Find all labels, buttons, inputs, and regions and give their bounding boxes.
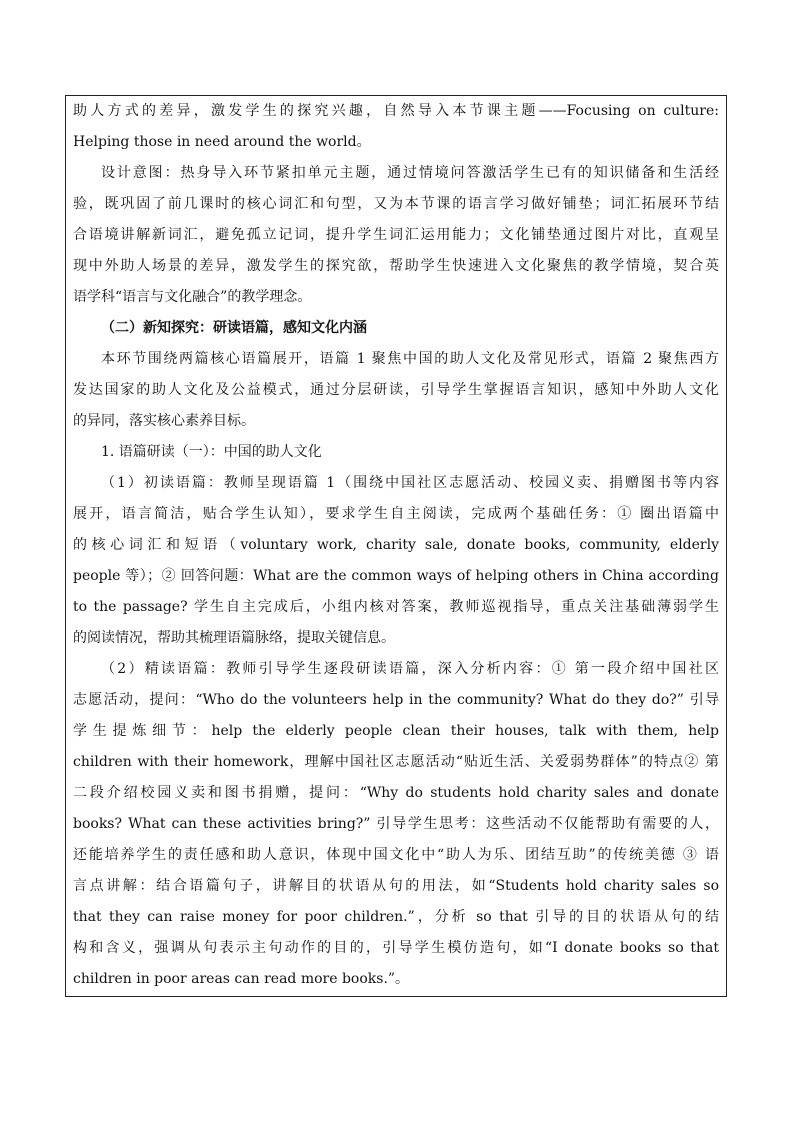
text-line: 发达国家的助人文化及公益模式，通过分层研读，引导学生掌握语言知识，感知中外助人文化 [73,382,719,398]
text-line: 语学科“语言与文化融合”的教学理念。 [73,289,312,305]
content-box [65,95,727,997]
text-line: 验，既巩固了前几课时的核心词汇和句型，又为本节课的语言学习做好铺垫；词汇拓展环节结 [73,196,719,212]
text-line: 的核心词汇和短语（voluntary work, charity sale, donate books, community, elderly [73,537,719,553]
text-line: that they can raise money for poor children.”，分析 so that 引导的目的状语从句的结 [73,909,719,925]
text-line: books? What can these activities bring?” 引导学生思考：这些活动不仅能帮助有需要的人， [73,816,719,832]
text-line: 助人方式的差异，激发学生的探究兴趣，自然导入本节课主题——Focusing on culture: [73,103,719,119]
text-line: 还能培养学生的责任感和助人意识，体现中国文化中“助人为乐、团结互助”的传统美德 ③ 语 [73,847,719,863]
text-line: 展开，语言简洁，贴合学生认知），要求学生自主阅读，完成两个基础任务：① 圈出语篇中 [73,506,719,522]
text-line: （2）精读语篇：教师引导学生逐段研读语篇，深入分析内容：① 第一段介绍中国社区 [101,661,719,677]
text-line: 二段介绍校园义卖和图书捐赠，提问：“Why do students hold charity sales and donate [73,785,719,801]
text-line: 言点讲解：结合语篇句子，讲解目的状语从句的用法，如“Students hold charity sales so [73,878,719,894]
text-line: （二）新知探究：研读语篇，感知文化内涵 [101,320,367,336]
text-line: 1. 语篇研读（一）：中国的助人文化 [101,444,322,460]
text-line: （1）初读语篇：教师呈现语篇 1（围绕中国社区志愿活动、校园义卖、捐赠图书等内容 [101,475,719,491]
text-line: 合语境讲解新词汇，避免孤立记词，提升学生词汇运用能力；文化铺垫通过图片对比，直观呈 [73,227,719,243]
text-line: 志愿活动，提问：“Who do the volunteers help in the community? What do they do?” 引导 [73,692,719,708]
text-line: 设计意图：热身导入环节紧扣单元主题，通过情境问答激活学生已有的知识储备和生活经 [101,165,719,181]
text-line: Helping those in need around the world。 [73,134,371,150]
text-line: children with their homework，理解中国社区志愿活动“贴近生活、关爱弱势群体”的特点② 第 [73,754,719,770]
text-line: 构和含义，强调从句表示主句动作的目的，引导学生模仿造句，如“I donate books so that [73,940,719,956]
text-line: people 等）；② 回答问题：What are the common ways of helping others in China according [73,568,719,584]
text-line: to the passage? 学生自主完成后，小组内核对答案，教师巡视指导，重点关注基础薄弱学生 [73,599,719,615]
text-line: 现中外助人场景的差异，激发学生的探究欲，帮助学生快速进入文化聚焦的教学情境，契合英 [73,258,719,274]
text-line: 学生提炼细节：help the elderly people clean their houses, talk with them, help [73,723,719,739]
text-line: 的异同，落实核心素养目标。 [73,413,255,429]
text-line: 本环节围绕两篇核心语篇展开，语篇 1 聚焦中国的助人文化及常见形式，语篇 2 聚焦西方 [101,351,719,367]
text-line: 的阅读情况，帮助其梳理语篇脉络，提取关键信息。 [73,630,395,646]
text-line: children in poor areas can read more books.”。 [73,971,410,987]
